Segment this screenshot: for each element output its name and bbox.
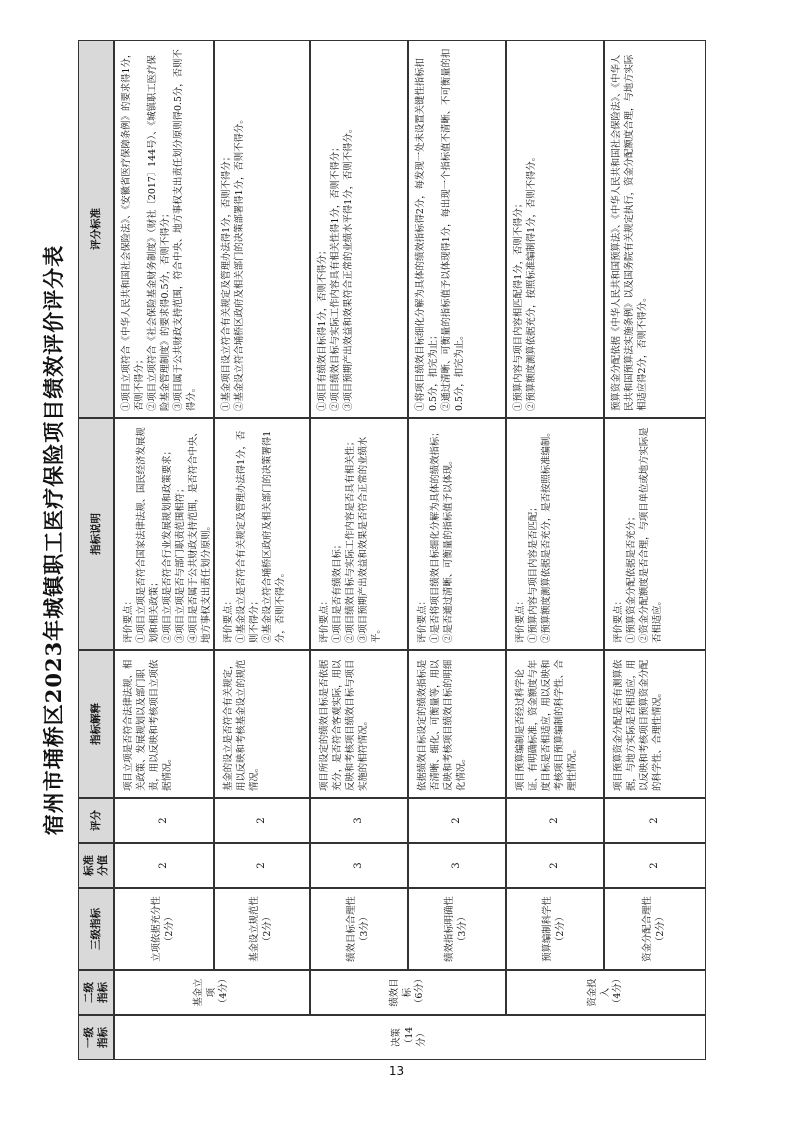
level2-name: 资金投入	[586, 978, 611, 1007]
description-line: ②预算额度测算依据是否充分，是否按照标准编制。	[540, 427, 552, 643]
description-line: 评价要点：	[319, 596, 330, 643]
description-line: ①项目立项是否符合国家法律法规、国民经济发展规划和相关政策；	[135, 427, 160, 643]
description-line: ②是否通过清晰、可衡量的指标值予以体现。	[442, 455, 454, 643]
level2-points: （4分）	[218, 973, 230, 1008]
description-line: 评价要点：	[223, 596, 234, 643]
description-line: ①预算内容与项目内容是否匹配；	[527, 502, 539, 643]
header-description: 指标说明	[78, 418, 114, 650]
level1-name: 决策	[390, 1028, 402, 1047]
criteria-line: ①将项目绩效目标细化分解为具体的绩效指标得2分，每发现一处未设置关键性指标扣0.5分，扣完为止；	[415, 58, 439, 411]
description-line: ③项目预期产出效益和效果是否符合正常的业绩水平。	[357, 436, 382, 643]
header-explanation: 指标解释	[78, 650, 114, 798]
description-line: ④项目是否属于公共财政支持范围，是否符合中央、地方事权支出责任划分原则。	[187, 427, 212, 643]
criteria-line: ③项目预期产出效益和效果符合正常的业绩水平得1分，否则不得分。	[342, 123, 354, 411]
level1-points: （14分）	[403, 1026, 428, 1049]
criteria-line: ①预算内容与项目内容相匹配得1分，否则不得分；	[513, 198, 524, 411]
description-line: 评价要点：	[613, 596, 624, 643]
actual-score-cell: 2	[408, 798, 506, 843]
header-score: 评分	[78, 798, 114, 843]
description-line: 评价要点：	[515, 596, 526, 643]
level3-cell: 立项依据充分性（2分）	[114, 888, 214, 970]
explanation-cell: 项目所设定的绩效目标是否依据充分，是否符合客观实际，用以反映和考核项目绩效目标与项目实施的相符情况。	[310, 650, 408, 798]
description-cell	[408, 418, 506, 650]
level2-performance-goals	[310, 970, 506, 1015]
level2-points: （6分）	[414, 973, 426, 1008]
level2-points: （4分）	[612, 973, 624, 1008]
level3-cell: 预算编制科学性（2分）	[506, 888, 604, 970]
standard-score-cell: 2	[214, 843, 310, 888]
criteria-line: ②基金设立符合埇桥区政府及相关部门的决策部署得1分，否则不得分。	[233, 114, 245, 411]
criteria-line: 预算资金分配依据《中华人民共和国预算法》、《中华人民共和国社会保险法》、《中华人民共和国预算法实施条例》以及国务院有关规定执行，资金分配额度合理，与地方实际相适应得2分，否则不得分。	[611, 54, 648, 411]
page-number-footer: 13	[388, 1064, 405, 1078]
criteria-line: ①项目立项符合《中华人民共和国社会保险法》、《安徽省医疗保障条例》的要求得1分，否则不得分；	[121, 48, 145, 411]
description-line: ②项目绩效目标与实际工作内容是否具有相关性；	[344, 436, 356, 643]
level2-funding-input	[506, 970, 706, 1015]
level3-cell: 绩效目标合理性（3分）	[310, 888, 408, 970]
explanation-cell: 项目预算编制是否经过科学论证、有明确标准，资金额度与年度目标是否相适应，用以反映和考核项目预算编制的科学性、合理性情况。	[506, 650, 604, 798]
description-line: ①项目是否有绩效目标；	[331, 539, 343, 643]
criteria-line: ②预算额度测算依据充分，按照标准编制得1分，否则不得分。	[525, 151, 537, 411]
description-line: ①是否将项目绩效目标细化分解为具体的绩效指标；	[429, 427, 441, 643]
description-line: 评价要点：	[417, 596, 428, 643]
criteria-cell	[310, 40, 408, 418]
level1-decision	[114, 1015, 706, 1060]
explanation-cell: 基金的设立是否符合有关规定，用以反映和考核基金设立的规范情况。	[214, 650, 310, 798]
criteria-cell	[408, 40, 506, 418]
actual-score-cell: 2	[506, 798, 604, 843]
level2-name: 基金立项	[192, 978, 217, 1007]
description-line: 评价要点：	[123, 596, 134, 643]
description-line: ①预算资金分配依据是否充分；	[625, 511, 637, 643]
standard-score-cell: 2	[506, 843, 604, 888]
criteria-line: ①项目有绩效目标得1分，否则不得分；	[317, 245, 328, 411]
criteria-line: ②项目立项符合《社会保险基金财务制度》（财社〔2017〕144号）、《城镇职工医疗保险基金管理制度》的要求得0.5分，否则不得分；	[146, 55, 171, 411]
standard-score-cell: 3	[408, 843, 506, 888]
criteria-cell	[506, 40, 604, 418]
description-line: ②资金分配额度是否合理，与项目单位或地方实际是否相适应。	[638, 427, 663, 643]
standard-score-cell: 2	[114, 843, 214, 888]
level3-cell: 绩效指标明确性（3分）	[408, 888, 506, 970]
description-cell	[310, 418, 408, 650]
header-standard: 标准分值	[78, 843, 114, 888]
description-line: ②基金设立符合埇桥区政府及相关部门的决策署得1分，否则不得分。	[261, 430, 286, 643]
header-level1: 一级指标	[78, 1015, 114, 1060]
criteria-cell	[214, 40, 310, 418]
standard-score-cell: 2	[604, 843, 706, 888]
level2-name: 绩效目标	[388, 978, 413, 1007]
description-cell	[114, 418, 214, 650]
level3-cell: 资金分配合理性（2分）	[604, 888, 706, 970]
actual-score-cell: 3	[310, 798, 408, 843]
actual-score-cell: 2	[114, 798, 214, 843]
criteria-cell	[604, 40, 706, 418]
actual-score-cell: 2	[604, 798, 706, 843]
description-line: ①基金设立是否符合有关规定及管理办法得1分，否则不得分；	[235, 430, 260, 643]
actual-score-cell: 2	[214, 798, 310, 843]
description-cell	[506, 418, 604, 650]
level2-project-setup	[114, 970, 310, 1015]
explanation-cell: 项目立项是否符合法律法规、相关政策、发展规划以及部门职责，用以反映和考核项目立项依据情况。	[114, 650, 214, 798]
explanation-cell: 依据绩效目标设定的绩效指标是否清晰、细化、可衡量等，用以反映和考核项目绩效目标的明细化情况。	[408, 650, 506, 798]
standard-score-cell: 3	[310, 843, 408, 888]
criteria-line: ③项目属于公共财政支持范围，符合中央、地方事权支出责任划分原则得0.5分，否则不得分。	[172, 49, 197, 411]
criteria-line: ②项目绩效目标与实际工作内容具有相关性得1分，否则不得分；	[329, 142, 341, 411]
header-level2: 二级指标	[78, 970, 114, 1015]
criteria-cell	[114, 40, 214, 418]
header-level3: 三级指标	[78, 888, 114, 970]
description-line: ③项目立项是否与部门职责范围相符；	[174, 483, 186, 643]
header-criteria: 评分标准	[78, 40, 114, 418]
rotated-page	[26, 10, 716, 1070]
criteria-line: ①基金项目设立符合有关规定及管理办法得1分，否则不得分；	[221, 151, 232, 411]
explanation-cell: 项目预算资金分配是否有测算依据，与地方实际是否相适应，用以反映和考核项目预算资金分配的科学性、合理性情况。	[604, 650, 706, 798]
description-cell	[604, 418, 706, 650]
description-line: ②项目立项是否符合行业发展规划和政策要求；	[161, 446, 173, 643]
level3-cell: 基金设立规范性（2分）	[214, 888, 310, 970]
criteria-line: ②通过清晰、可衡量的指标值予以体现得1分，每出现一个指标值不清晰、不可衡量的扣0.5分，扣完为止。	[440, 48, 465, 411]
page-title: 宿州市埇桥区2023年城镇职工医疗保险项目绩效评价评分表	[41, 244, 66, 836]
evaluation-table	[78, 40, 706, 1060]
description-cell	[214, 418, 310, 650]
